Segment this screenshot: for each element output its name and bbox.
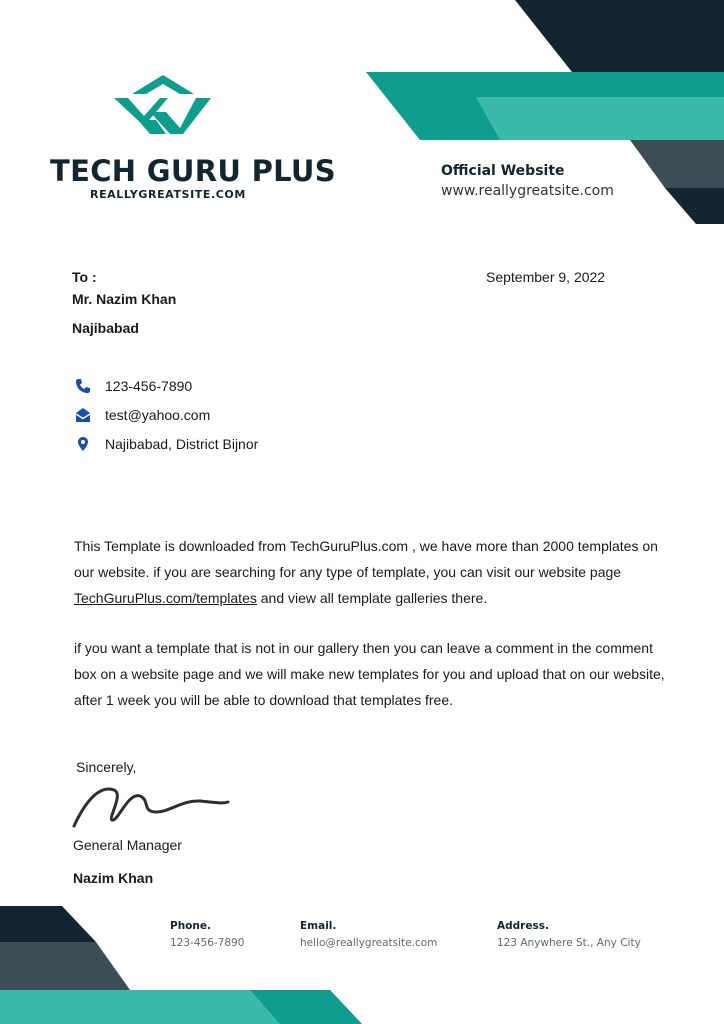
signer-title: General Manager	[73, 837, 182, 853]
company-name: TECH GURU PLUS	[50, 154, 336, 188]
company-site: REALLYGREATSITE.COM	[90, 188, 246, 201]
contact-email-value: test@yahoo.com	[105, 407, 211, 423]
footer-address-label: Address.	[497, 920, 549, 932]
to-label: To :	[72, 269, 97, 285]
bottom-navy-band	[0, 906, 96, 942]
recipient-name: Mr. Nazim Khan	[72, 291, 177, 307]
website-url[interactable]: www.reallygreatsite.com	[441, 183, 614, 199]
body-p1-text-a: This Template is downloaded from TechGuruPlus.com , we have more than 2000 templates on our website. if you are searching for any type of template, you can visit our website page	[74, 538, 658, 580]
phone-icon	[75, 378, 91, 394]
footer-address: 123 Anywhere St., Any City	[497, 937, 641, 949]
top-navy-band	[515, 0, 724, 72]
body-paragraph-2: if you want a template that is not in our gallery then you can leave a comment in the comment box on a website page and we will make new templates for you and upload that on our website, after 1 week you will be able to download that templates free.	[74, 640, 665, 708]
footer-email[interactable]: hello@reallygreatsite.com	[300, 937, 438, 949]
top-navy-corner	[665, 188, 724, 224]
signer-name: Nazim Khan	[73, 870, 154, 886]
footer-email-label: Email.	[300, 920, 337, 932]
body-p1-text-b: and view all template galleries there.	[256, 590, 488, 606]
templates-link[interactable]: TechGuruPlus.com/templates	[74, 590, 257, 606]
top-slate-band	[630, 140, 724, 188]
body-paragraph-1	[74, 533, 674, 611]
bottom-slate-band	[0, 942, 130, 990]
closing-salutation: Sincerely,	[76, 759, 137, 775]
footer-phone-label: Phone.	[170, 920, 211, 932]
signature-scribble	[74, 789, 228, 826]
mail-icon	[75, 407, 91, 423]
letter-date: September 9, 2022	[486, 269, 606, 285]
contact-address	[75, 436, 258, 452]
logo-icon	[114, 75, 211, 134]
recipient-city: Najibabad	[72, 320, 139, 336]
contact-address-value: Najibabad, District Bijnor	[105, 436, 259, 452]
footer-phone: 123-456-7890	[170, 937, 245, 949]
location-pin-icon	[75, 436, 91, 452]
contact-email	[75, 407, 210, 423]
contact-phone	[75, 378, 192, 394]
website-label: Official Website	[441, 163, 565, 179]
top-teal-light-band	[476, 97, 724, 140]
contact-phone-value: 123-456-7890	[105, 378, 193, 394]
